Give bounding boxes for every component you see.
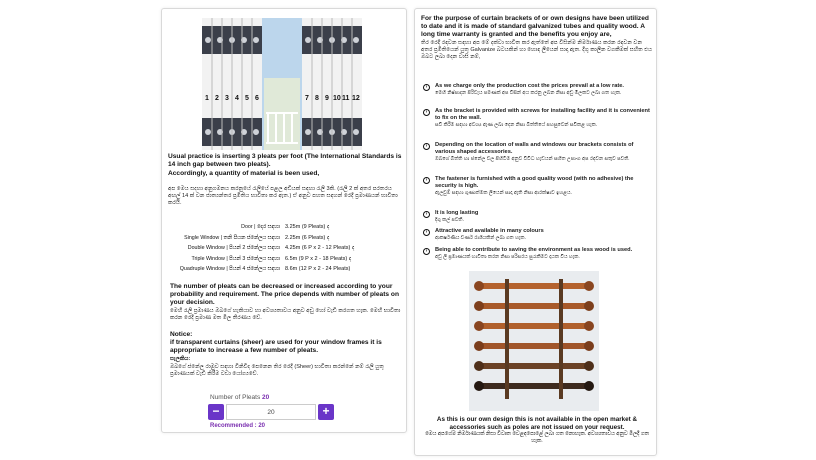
benefit-item [423, 210, 651, 223]
table-row [178, 235, 398, 246]
table-row [178, 256, 398, 267]
benefit-sinhala: ඔබගේ බිත්ති හා ජනේල වල පිහිටීම අනුව විවිධ හැඩයන් සහිත උපාංග අප රඳවන සතුව පවතී. [435, 156, 630, 162]
pleat-label: 12 [352, 95, 360, 102]
pleat-label: 5 [245, 95, 249, 102]
benefit-title: It is long lasting [435, 210, 479, 216]
table-row [178, 224, 398, 235]
pleats-stepper-label [210, 394, 269, 401]
pleat-label: 4 [235, 95, 239, 102]
pleat-label: 6 [255, 95, 259, 102]
material-quantity-table [178, 224, 398, 277]
bracket-intro-sinhala: තිර රෙදි රඳවන සඳහා අප මේ දක්වා භාවිත කර ඇත්තේ අප විසින්ම නිර්මාණය කරන රඳවන වන අතර ප්‍රමිතියෙන් යුතු Galvanize බටයකින් හා හොඳ ලීයෙන් සාදා ඇත. දිගු කාලීන වගකීමක් සහිත එය ඔබට ලබා දෙන වාසි නම්, [421, 40, 653, 60]
benefit-sinhala: සවි කිරීම සඳහා අවශ්‍ය ඇණ ලබා දෙන නිසා බිත්තියේ පහසුවෙන් සවිකළ හැක. [435, 122, 598, 128]
window-type: Triple Window | පියන් 3 ජනේලය සඳහා [191, 255, 280, 262]
pleat-label: 11 [342, 95, 350, 102]
benefit-title: Attractive and available in many colours [435, 228, 544, 234]
increment-button[interactable]: + [318, 404, 334, 420]
bracket-info-panel [414, 8, 657, 456]
benefit-sinhala: අඩු ලී ප්‍රමාණයක් භාවිතා කරන නිසා පරිසරය සුරැකීමට දායක විය හැක. [435, 254, 580, 260]
material-amount: 6.5m (9 P x 2 - 18 Pleats) ද [285, 255, 352, 262]
pleats-note: The number of pleats can be decreased or increased according to your probability and requirement. The price depends with number of pleats on your decision. [170, 283, 399, 307]
pleat-label: 10 [333, 95, 341, 102]
table-row [178, 266, 398, 277]
practice-heading: Usual practice is inserting 3 pleats per foot (The International Standards is 14 inch gap between two pleats). [168, 153, 402, 169]
pleat-label: 9 [325, 95, 329, 102]
arrow-circle-icon: › [423, 177, 430, 184]
benefit-title: Being able to contribute to saving the environment as less wood is used. [435, 247, 633, 253]
benefit-item [423, 247, 651, 260]
notice-sinhala-label: සැලකිය: [170, 356, 191, 362]
bracket-intro: For the purpose of curtain brackets of or own designs have been utilized to date and it is made of standard galvanized tubes and quality wood. A long time warranty is granted and the benefits you enjoy are, [421, 15, 649, 39]
material-amount: 8.6m (12 P x 2 - 24 Pleats) [285, 266, 351, 272]
material-amount: 4.25m (6 P x 2 - 12 Pleats) ද [285, 245, 355, 251]
pleat-label: 8 [315, 95, 319, 102]
arrow-circle-icon: › [423, 84, 430, 91]
notice-text: if transparent curtains (sheer) are used for your window frames it is appropriate to increase a few number of pleats. [170, 339, 382, 355]
notice-title: Notice: [170, 331, 193, 338]
caption-text: As this is our own design this is not available in the open market & accessories such as poles are not issued on your request. [436, 416, 638, 431]
pleat-label: 7 [305, 95, 309, 102]
arrow-circle-icon: › [423, 143, 430, 150]
benefit-item [423, 228, 651, 241]
benefit-title: Depending on the location of walls and windows our brackets consists of various shaped accessories. [435, 142, 634, 155]
window-type: Door | දොර සඳහා [241, 224, 280, 230]
benefit-title: The fastener is furnished with a good quality wood (with no adhesive) the security is high. [435, 176, 634, 189]
benefit-title: As the bracket is provided with screws for installing facility and it is convenient to fix on the wall. [435, 108, 650, 121]
benefit-sinhala: දිගු කල් පවතී. [435, 217, 464, 223]
curtain-pleat-illustration [202, 18, 362, 150]
caption-sinhala: මෙය අපගේම නිර්මාණයක් නිසා විවෘත වෙළඳපොළේ ලබා ගත නොහැක. අවශ්‍යතාවය අනුව මිලදී ගත හැක. [425, 431, 649, 444]
benefit-sinhala: මෙහි නිෂ්පාදන පිරිවැය පමණක් අප විසින් අය කරනු ලබන නිසා අඩු මිලකට ලබා ගත හැක. [435, 90, 622, 96]
arrow-circle-icon: › [423, 109, 430, 116]
decrement-button[interactable]: − [208, 404, 224, 420]
recommended-pleats: Recommended : 20 [210, 423, 266, 429]
benefit-item [423, 83, 651, 96]
benefit-sinhala: ඇලවුම් සඳහා ගුණාත්මක ලීයෙන් සාදා ඇති නිසා ආරක්ෂාව ඉහළය. [435, 190, 572, 196]
pleats-stepper [208, 404, 334, 421]
pleats-input[interactable]: 20 [226, 404, 316, 420]
window-type: Single Window | තනි පියන ජනේලය සඳහා [184, 234, 280, 241]
material-amount: 2.25m (6 Pleats) ද [285, 234, 330, 241]
curtain-rods-photo [469, 271, 599, 411]
arrow-circle-icon: › [423, 211, 430, 218]
window-type: Double Window | පියන් 2 ජනේලය සඳහා [187, 245, 280, 251]
table-row [178, 245, 398, 256]
material-amount: 3.25m (9 Pleats) ද [285, 224, 330, 230]
benefit-item [423, 108, 651, 128]
pleat-label: 2 [215, 95, 219, 102]
window-type: Quadruple Window | පියන් 4 ජනේලය සඳහා [179, 266, 280, 272]
pleat-calculator-panel [161, 8, 407, 433]
benefit-item [423, 142, 651, 162]
pleats-note-sinhala: මෙහි රැලි ප්‍රමාණය ඔබගේ හැකියාව හා අවශ්‍යතාවය අනුව අඩු හෝ වැඩි කරගත හැක. මෙහි භාවිතා කරන රෙදි ප්‍රමාණ මත මිල තීරණය වේ. [170, 308, 401, 321]
stepper-label-text: Number of Pleats [210, 394, 261, 401]
stepper-label-value: 20 [262, 394, 270, 401]
arrow-circle-icon: › [423, 229, 430, 236]
arrow-circle-icon: › [423, 248, 430, 255]
practice-heading-2: Accordingly, a quantity of material is been used, [168, 170, 320, 177]
practice-text-sinhala: අප මෙය සදහා අනුගමනය කරනුයේ රැලියේ පළල අඩියක් සඳහා රැලි 3කි. (රැලි 2 ක් අතර පරතරය අඟල් 14 ක් වන ජාත්‍යන්තර ප්‍රමිතිය භාවිතා කර ඇත.) ඒ අනුව පහත සඳහන් රෙදි ප්‍රමාණයන් භාවිතා කරයි. [168, 186, 398, 206]
pleat-label: 1 [205, 95, 209, 102]
benefit-sinhala: ආකර්ෂණීය වර්ණ රාශියකින් ලබා ගත හැක. [435, 235, 526, 241]
benefit-item [423, 176, 651, 196]
benefit-title: As we charge only the production cost the prices prevail at a low rate. [435, 83, 625, 89]
notice-text-sinhala: ඔබගේ ජනේල රාමුව සඳහා විනිවිද පෙනෙන තිර රෙදි (Sheer) භාවිතා කරන්නේ නම් රැලි යුතු ප්‍රමාණයක් වැඩි කිරීම වඩා යෝග්‍යවේ. [170, 364, 384, 377]
design-caption [425, 416, 649, 444]
pleat-label: 3 [225, 95, 229, 102]
